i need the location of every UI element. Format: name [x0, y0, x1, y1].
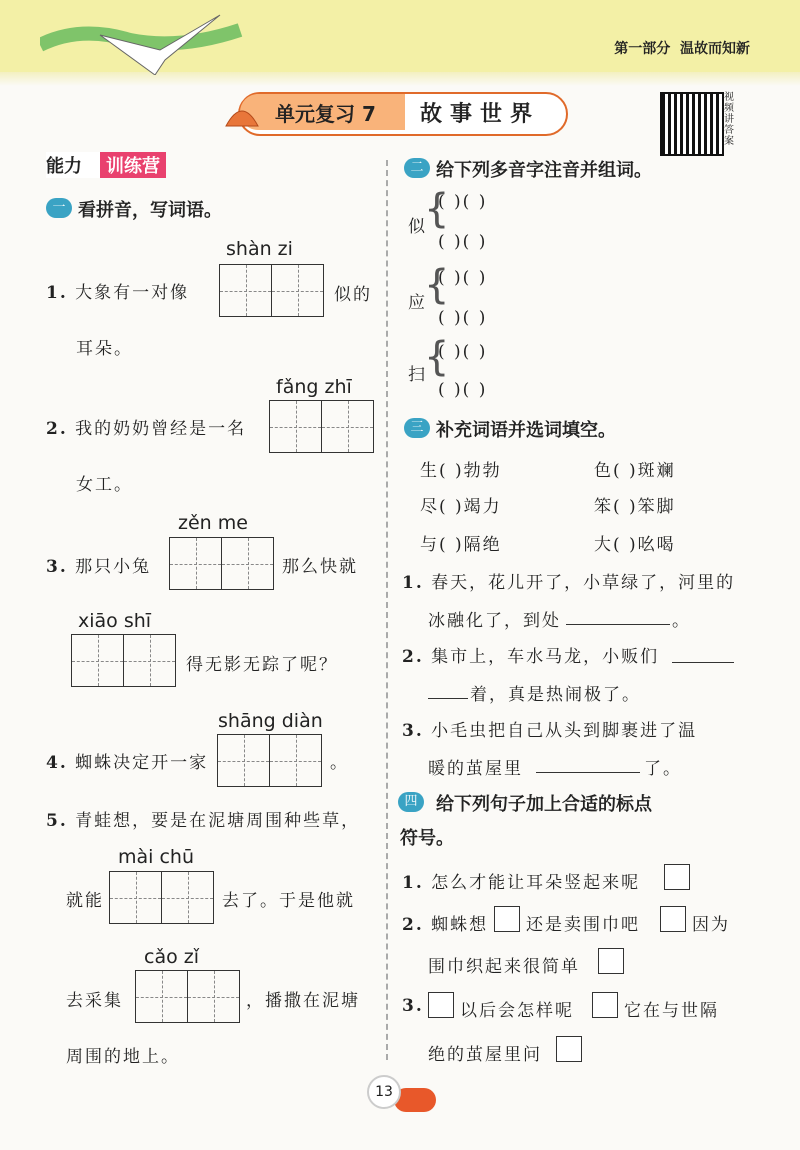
section-4-title-cont: 符号。: [400, 828, 454, 849]
pinyin-4: shāng diàn: [218, 710, 323, 732]
item-text: 暖的茧屋里: [428, 759, 523, 779]
badge-right: 训练营: [100, 152, 166, 178]
item-text: 就能: [66, 891, 104, 911]
punctuation-box[interactable]: [660, 906, 686, 932]
writing-cell[interactable]: [269, 400, 322, 453]
item-number: 2.: [402, 915, 424, 935]
seagull-illustration: [40, 5, 250, 75]
writing-grid-3b: [72, 634, 176, 687]
writing-cell[interactable]: [109, 871, 162, 924]
item-text: 那么快就: [282, 557, 358, 577]
item-text: 冰融化了，到处: [428, 611, 561, 631]
polyphone-char: 应: [408, 293, 427, 313]
section-2-badge: 二: [404, 158, 430, 178]
item-number: 3.: [402, 996, 424, 1016]
column-divider: [386, 160, 388, 1060]
item-text: 似的: [334, 285, 372, 305]
punctuation-box[interactable]: [598, 948, 624, 974]
idiom-fill[interactable]: 大( )吆喝: [594, 535, 676, 555]
writing-grid-1: [220, 264, 324, 317]
writing-cell[interactable]: [219, 264, 272, 317]
item-number: 1.: [402, 573, 424, 593]
punctuation-box[interactable]: [494, 906, 520, 932]
page-number: 13: [367, 1075, 401, 1109]
item-text: 得无影无踪了呢？: [186, 655, 338, 675]
unit-name: 故事世界: [420, 102, 541, 127]
item-text: 集市上，车水马龙，小贩们: [431, 647, 660, 667]
qr-code-icon[interactable]: [660, 92, 724, 156]
brace-icon: {: [424, 334, 450, 380]
header-section: [614, 38, 750, 58]
section-3-badge: 三: [404, 418, 430, 438]
item-number: 2.: [46, 419, 68, 439]
item-text: 那只小兔: [75, 557, 152, 577]
polyphone-char: 扫: [408, 365, 427, 385]
item-text: 女工。: [76, 475, 133, 495]
item-text: 去采集: [66, 991, 123, 1011]
idiom-fill[interactable]: 色( )斑斓: [594, 461, 676, 481]
writing-cell[interactable]: [271, 264, 324, 317]
item-text: 着，真是热闹极了。: [470, 685, 641, 705]
answer-slot[interactable]: ( )( ): [438, 342, 488, 362]
item-number: 3.: [402, 721, 424, 741]
item-text: 去了。于是他就: [222, 891, 355, 911]
item-text: 怎么才能让耳朵竖起来呢: [431, 873, 641, 893]
item-text: 了。: [644, 759, 682, 779]
writing-cell[interactable]: [221, 537, 274, 590]
item-text: 围巾织起来很简单: [428, 957, 580, 977]
writing-cell[interactable]: [169, 537, 222, 590]
item-text: 还是卖围巾吧: [526, 915, 640, 935]
shell-icon: [222, 96, 262, 130]
punctuation-box[interactable]: [428, 992, 454, 1018]
punctuation-box[interactable]: [592, 992, 618, 1018]
item-text: 耳朵。: [76, 339, 133, 359]
item-number: 3.: [46, 557, 68, 577]
item-number: 5.: [46, 811, 68, 831]
answer-slot[interactable]: ( )( ): [438, 192, 488, 212]
writing-grid-5b: [136, 970, 240, 1023]
answer-slot[interactable]: ( )( ): [438, 232, 488, 252]
writing-cell[interactable]: [123, 634, 176, 687]
header-part: 第一部分: [614, 41, 671, 57]
idiom-fill[interactable]: 尽( )竭力: [420, 497, 502, 517]
header-title: 温故而知新: [680, 41, 750, 57]
pinyin-2: fǎng zhī: [276, 376, 352, 398]
idiom-fill[interactable]: 生( )勃勃: [420, 461, 502, 481]
badge-left: 能力: [46, 152, 100, 178]
item-text: 蜘蛛想: [431, 915, 489, 935]
item-text: 小毛虫把自己从头到脚裹进了温: [431, 721, 698, 741]
punctuation-box[interactable]: [664, 864, 690, 890]
item-text: 大象有一对像: [75, 283, 190, 303]
item-text: 以后会怎样呢: [460, 1001, 574, 1021]
item-number: 2.: [402, 647, 424, 667]
item-text: 我的奶奶曾经是一名: [75, 419, 247, 439]
item-text: 它在与世隔: [624, 1001, 719, 1021]
section-3-title: 补充词语并选词填空。: [436, 420, 616, 441]
answer-slot[interactable]: ( )( ): [438, 308, 488, 328]
item-text: 。: [672, 611, 691, 631]
pinyin-5a: mài chū: [118, 846, 194, 868]
item-text: ，播撒在泥塘: [246, 991, 360, 1011]
answer-line[interactable]: [672, 662, 734, 663]
idiom-fill[interactable]: 笨( )笨脚: [594, 497, 676, 517]
idiom-fill[interactable]: 与( )隔绝: [420, 535, 502, 555]
polyphone-char: 似: [408, 217, 427, 237]
section-1-badge: 一: [46, 198, 72, 218]
qr-label: 视频讲答案: [724, 92, 734, 147]
writing-cell[interactable]: [217, 734, 270, 787]
section-2-title: 给下列多音字注音并组词。: [436, 160, 652, 181]
item-number: 1.: [402, 873, 424, 893]
pinyin-1: shàn zi: [226, 238, 293, 260]
punctuation-box[interactable]: [556, 1036, 582, 1062]
section-1-title: 看拼音，写词语。: [78, 200, 222, 221]
writing-cell[interactable]: [71, 634, 124, 687]
writing-cell[interactable]: [161, 871, 214, 924]
item-text: 青蛙想，要是在泥塘周围种些草，: [75, 811, 361, 831]
section-4-title: 给下列句子加上合适的标点: [436, 794, 652, 815]
writing-cell[interactable]: [321, 400, 374, 453]
answer-slot[interactable]: ( )( ): [438, 268, 488, 288]
writing-cell[interactable]: [187, 970, 240, 1023]
item-number: 4.: [46, 753, 68, 773]
item-text: 周围的地上。: [66, 1047, 180, 1067]
pinyin-5b: cǎo zǐ: [144, 946, 200, 968]
writing-grid-5a: [110, 871, 214, 924]
item-text: 蜘蛛决定开一家: [75, 753, 209, 773]
pinyin-3: zěn me: [178, 512, 248, 534]
item-number: 1.: [46, 283, 68, 303]
item-text: 。: [330, 753, 349, 773]
brace-icon: {: [424, 262, 450, 308]
unit-label: 单元复习 7: [275, 102, 376, 126]
item-text: 绝的茧屋里问: [428, 1045, 542, 1065]
answer-slot[interactable]: ( )( ): [438, 380, 488, 400]
section-4-badge: 四: [398, 792, 424, 812]
answer-line[interactable]: [566, 624, 670, 625]
answer-line[interactable]: [536, 772, 640, 773]
answer-line[interactable]: [428, 698, 468, 699]
pinyin-3b: xiāo shī: [78, 610, 152, 632]
writing-grid-3: [170, 537, 274, 590]
writing-cell[interactable]: [269, 734, 322, 787]
writing-grid-2: [270, 400, 374, 453]
item-text: 因为: [692, 915, 730, 935]
item-text: 春天，花儿开了，小草绿了，河里的: [431, 573, 736, 593]
writing-cell[interactable]: [135, 970, 188, 1023]
writing-grid-4: [218, 734, 322, 787]
brace-icon: {: [424, 186, 450, 232]
